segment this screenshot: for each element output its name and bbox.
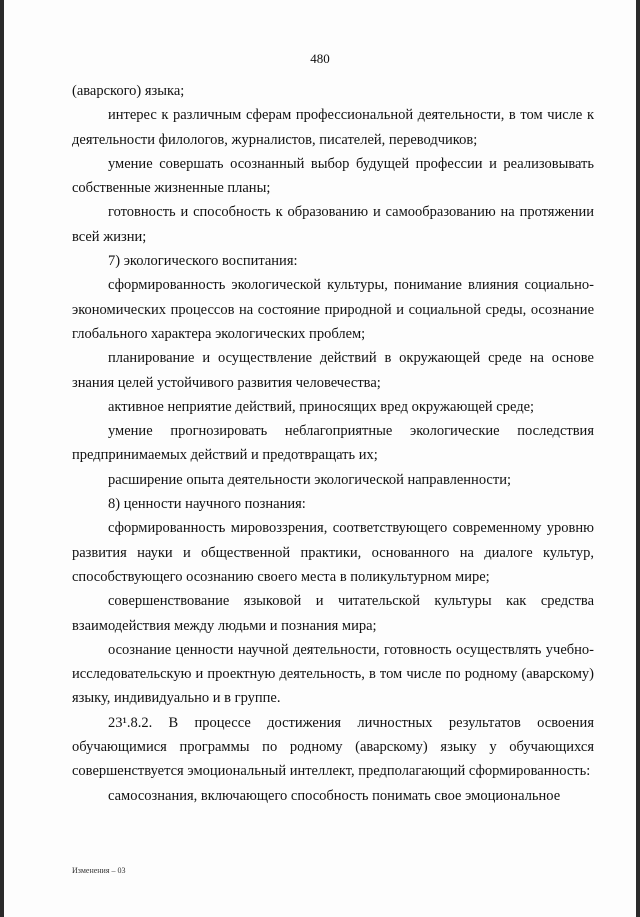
paragraph: совершенствование языковой и читательской культуры как средства взаимодействия между людьми и познания мира; xyxy=(72,593,594,634)
document-body xyxy=(72,79,594,808)
section-heading: 8) ценности научного познания: xyxy=(108,496,306,513)
paragraph: сформированность экологической культуры, понимание влияния социально-экономических процессов на состояние природной и социальной среды, осознание глобального характера экологических проблем; xyxy=(72,277,594,342)
page-number: 480 xyxy=(310,51,330,66)
scan-edge-left xyxy=(0,0,4,917)
paragraph: самосознания, включающего способность понимать свое эмоциональное xyxy=(108,787,561,804)
paragraph: интерес к различным сферам профессиональной деятельности, в том числе к деятельности филологов, журналистов, писателей, переводчиков; xyxy=(72,107,594,148)
paragraph: (аварского) языка; xyxy=(72,83,185,99)
clause-paragraph: 23¹.8.2. В процессе достижения личностных результатов освоения обучающимися программы по родному (аварскому) языку у обучающихся совершенствуется эмоциональный интеллект, предполагающий сформированность: xyxy=(72,714,594,780)
section-heading: 7) экологического воспитания: xyxy=(108,253,298,270)
scan-edge-right xyxy=(636,0,640,917)
paragraph: планирование и осуществление действий в окружающей среде на основе знания целей устойчивого развития человечества; xyxy=(72,350,594,391)
paragraph: умение совершать осознанный выбор будущей профессии и реализовывать собственные жизненные планы; xyxy=(72,155,594,197)
paragraph: сформированность мировоззрения, соответствующего современному уровню развития науки и общественной практики, основанного на диалоге культур, способствующего осознанию своего места в поликультурном мире; xyxy=(72,520,594,585)
paragraph: осознание ценности научной деятельности, готовность осуществлять учебно-исследовательскую и проектную деятельность, в том числе по родному (аварскому) языку, индивидуально и в группе. xyxy=(72,641,594,707)
paragraph: умение прогнозировать неблагоприятные экологические последствия предпринимаемых действий и предотвращать их; xyxy=(72,423,594,464)
paragraph: расширение опыта деятельности экологической направленности; xyxy=(108,471,511,488)
paragraph: готовность и способность к образованию и самообразованию на протяжении всей жизни; xyxy=(72,204,594,245)
paragraph: активное неприятие действий, приносящих вред окружающей среде; xyxy=(108,398,535,415)
footer-revision-note: Изменения – 03 xyxy=(72,866,126,875)
